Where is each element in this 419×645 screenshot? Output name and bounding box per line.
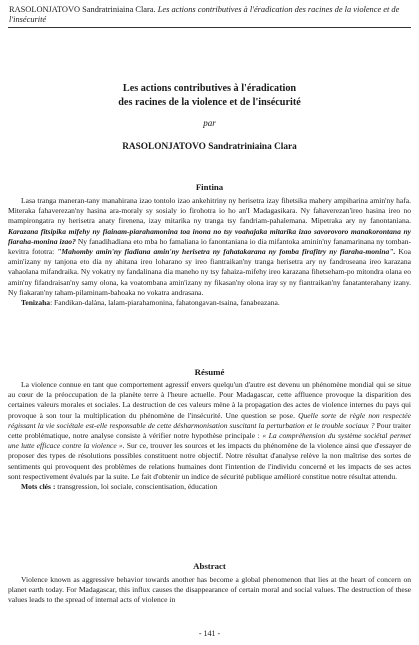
fintina-text-2: Ny fanadihadiana eto mba ho famaliana io fanontaniana io dia mifantoka aminin'ny fanamarinana ny tomban-kevitra fototra:	[8, 236, 411, 257]
header-rule	[8, 27, 411, 28]
resume-text-3: Sur ce, trouver les sources et les impacts du phénomène de la violence ainsi que d'essayer de proposer des types de résolutions possibles constituent notre objectif. Notre résultat d'analyse relève la non maîtrise des sortes de sentiments qui provoquent des problèmes de relations humaines dont l'intention de l'individu concerné et les impacts de ses actes sont respectivement évalués par la suite. Le fait d'obtenir un indice de sécurité publique amélioré constitue notre résultat attendu.	[8, 441, 411, 481]
by-label: par	[203, 118, 216, 128]
fintina-heading: Fintina	[195, 182, 224, 192]
fintina-hypothesis: "Mahomby amin'ny fiadiana amin'ny herisetra ny fahatakarana ny fomba firafitry ny fiaraha-monina".	[57, 247, 396, 257]
article-title-line-2: des racines de la violence et de l'insécurité	[118, 96, 301, 108]
resume-question: Quelle sorte de règle non respectée régissant la vie sociétale est-elle responsable de cette désharmonisation suscitant la perturbation et le trouble sociaux ?	[8, 410, 411, 430]
running-head	[9, 5, 414, 25]
fintina-keywords-text: : Fandikan-dalàna, lalam-piarahamonina, fahatongavan-tsaina, fanabeazana.	[50, 298, 280, 308]
abstract-body	[8, 575, 411, 606]
running-head-title: Les actions contributives à l'éradication des racines de la violence et de l'insécurité	[9, 5, 400, 24]
resume-text-2: Pour traiter cette problématique, notre analyse consiste à vérifier notre hypothèse principale :	[8, 420, 411, 441]
fintina-question: Karazana fitsipika mifehy ny fiainam-piarahamonina toa inona no tsy voahajaka mitarika izao savorovoro manakorontana ny fiaraha-monina izao?	[8, 226, 411, 246]
resume-keywords-text: transgression, loi sociale, conscientisation, éducation	[55, 482, 218, 492]
fintina-paragraph	[8, 196, 411, 298]
author-name: RASOLONJATOVO Sandratriniaina Clara	[122, 142, 297, 152]
article-title-line-1: Les actions contributives à l'éradication	[122, 83, 297, 94]
resume-body	[8, 380, 411, 492]
fintina-keywords-label: Tenizaha	[21, 298, 51, 308]
resume-hypothesis: « La compréhension du système sociétal permet une lutte efficace contre la violence ».	[8, 431, 411, 451]
resume-keywords-label: Mots clés :	[21, 482, 56, 492]
abstract-heading: Abstract	[193, 561, 226, 571]
fintina-keywords	[8, 298, 411, 308]
resume-keywords	[8, 482, 411, 492]
resume-text-1: La violence connue en tant que comportement agressif envers quelqu'un d'autre est devenu un phénomène mondial qui se situe au cœur de la préoccupation de la planète terre à l'heure actuelle. Pour Madagascar, cette affluence provoque la disparition des certaines valeurs morales et sociales. La destruction de ces valeurs mène à la propagation des actes de violence internes du pays qui provoque à son tour la multiplication du phénomène de l'insécurité. Une question se pose.	[8, 380, 411, 420]
resume-paragraph	[8, 380, 411, 482]
article-title	[0, 82, 419, 109]
fintina-body	[8, 196, 411, 308]
running-head-author: RASOLONJATOVO Sandratriniaina Clara.	[9, 5, 156, 14]
fintina-text-1: Lasa tranga maneran-tany manahirana izao tontolo izao ankehitriny ny herisetra izay fihetsika mahery ampiharina amin'ny hafa. Miteraka fahaverezan'ny hasina ara-moraly sy sosialy io firohotra io ho an'I Madagasikara. Ny fahaverezan'ireo hasina ireo no mampirongatra ny herisetra anaty firenena, izay mitarika ny tranga tsy fandriam-pahalemana. Mipetraka ary ny fanontaniana.	[8, 196, 411, 226]
abstract-paragraph: Violence known as aggressive behavior towards another has become a global phenomenon that lies at the heart of concern on planet earth today. For Madagascar, this influx causes the disappearance of certain moral and social values. The destruction of these values leads to the spread of internal acts of violence in	[8, 575, 411, 605]
resume-heading: Résumé	[194, 367, 225, 377]
page-number: - 141 -	[198, 629, 221, 638]
fintina-text-3: Koa amin'izany ny tanjona eto dia ny ahitana ireo loharano sy ireo fiantraikan'ny tranga herisetra ary ny fandroseana ireo karazana vahaolana mifandraika. Ny vokatry ny fandalinana dia maneho ny tsy fahaiza-mifehy ireo karazana fihetseham-po mitondra olana eo amin'ny fifandraisan'ny samy olona, ka voatombana amin'izany ny fikasan'ny olona iray sy ny fiantraikan'ny fanatanterahany izany. Ny fiakaran'ny taham-pilaminam-bahoaka no vokatra andrasana.	[8, 247, 411, 297]
